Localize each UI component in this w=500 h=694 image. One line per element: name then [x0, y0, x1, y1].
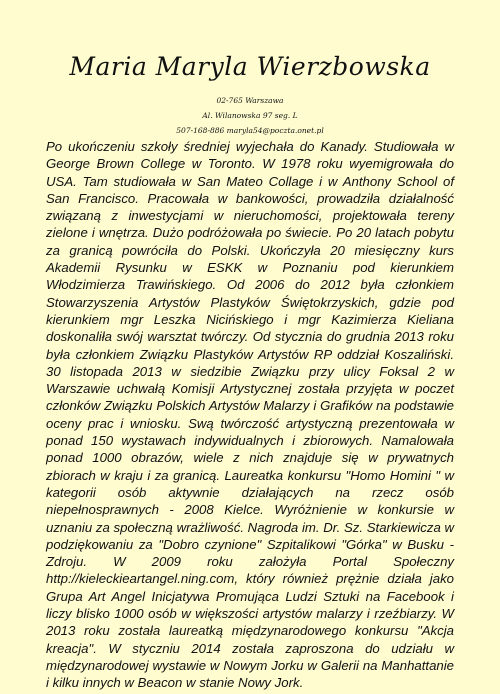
address-line-1: 02-765 Warszawa — [216, 96, 284, 105]
contact-block — [0, 93, 500, 138]
address-line-2: Al. Wilanowska 97 seg. L — [202, 111, 298, 120]
author-name: Maria Maryla Wierzbowska — [69, 52, 431, 81]
phone-email-line: 507-168-886 maryla54@poczta.onet.pl — [176, 126, 324, 135]
biography-paragraph: Po ukończeniu szkoły średniej wyjechała do Kanady. Studiowała w George Brown College w Toronto. W 1978 roku wyemigrowała do USA. Tam studiowała w San Mateo Collage i w Anthony School of San Francisco. Pracowała w bankowości, prowadziła działalność związaną z inwestycjami w nieruchomości, projektowała tereny zielone i wnętrza. Dużo podróżowała po świecie. Po 20 latach pobytu za granicą powróciła do Polski. Ukończyła 20 miesięczny kurs Akademii Rysunku w ESKK w Poznaniu pod kierunkiem Włodzimierza Trawińskiego. Od 2006 do 2012 była członkiem Stowarzyszenia Artystów Plastyków Świętokrzyskich, gdzie pod kierunkiem mgr Leszka Nicińskiego i mgr Kazimierza Kieliana doskonaliła swój warsztat twórczy. Od stycznia do grudnia 2013 roku była członkiem Związku Plastyków Artystów RP oddział Koszaliński. 30 listopada 2013 w siedzibie Związku przy ulicy Foksal 2 w Warszawie uchwałą Komisji Artystycznej została przyjęta w poczet członków Związku Polskich Artystów Malarzy i Grafików na podstawie oceny prac i wniosku. Swą twórczość artystyczną prezentowała w ponad 150 wystawach indywidualnych i zbiorowych. Namalowała ponad 1000 obrazów, wiele z nich znajduje się w prywatnych zbiorach w kraju i za granicą. Laureatka konkursu "Homo Homini " w kategorii osób aktywnie działających na rzecz osób niepełnosprawnych - 2008 Kielce. Wyróżnienie w konkursie w uznaniu za społeczną wrażliwość. Nagroda im. Dr. Sz. Starkiewicza w podziękowaniu za "Dobro czynione" Szpitalikowi "Górka" w Busku - Zdroju. W 2009 roku założyła Portal Społeczny http://kieleckieartangel.ning.com, który również prężnie działa jako Grupa Art Angel Inicjatywa Promująca Ludzi Sztuki na Facebook i liczy blisko 1000 osób w większości artystów malarzy i rzeźbiarzy. W 2013 roku została laureatką międzynarodowego konkursu "Akcja kreacja". W styczniu 2014 została zaproszona do udziału w międzynarodowej wystawie w Nowym Jorku w Galerii na Manhattanie i kilku innych w Beacon w stanie Nowy Jork. — [46, 139, 454, 691]
